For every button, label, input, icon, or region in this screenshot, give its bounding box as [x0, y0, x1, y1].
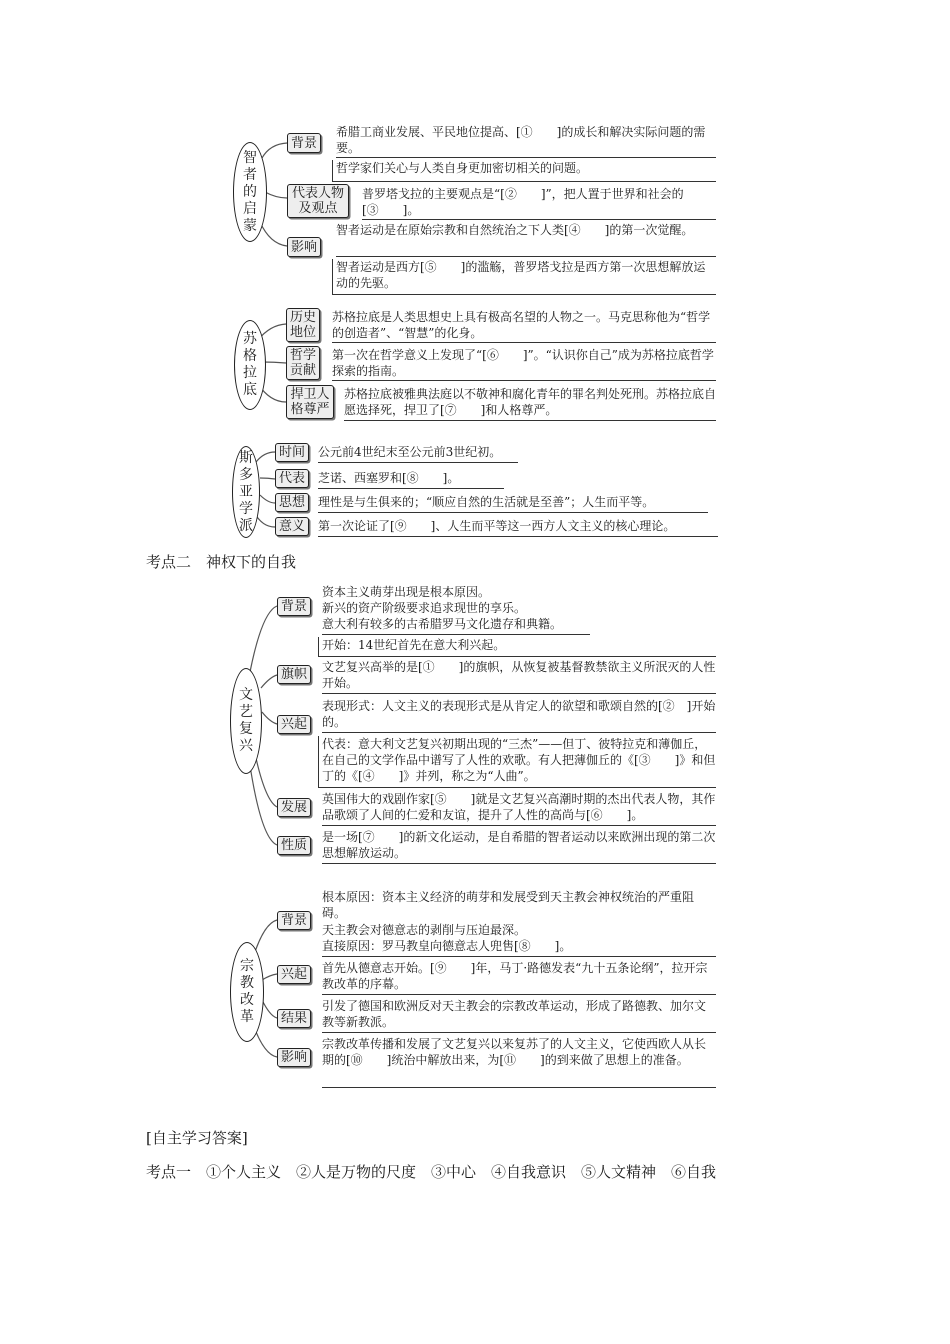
label-result: 结果 [277, 1009, 311, 1028]
stoic-meaning-1: 第一次论证了[⑨ ]、人生而平等这一西方人文主义的核心理论。 [318, 518, 718, 537]
label-background-zongjiao: 背景 [277, 911, 311, 930]
wenyi-background-3: 意大利有较多的古希腊罗马文化遗存和典籍。 [322, 616, 590, 635]
label-background-wenyi: 背景 [277, 597, 311, 616]
wenyi-background-4: 开始：14世纪首先在意大利兴起。 [318, 637, 716, 657]
label-representative: 代表人物及观点 [287, 184, 349, 218]
wenyi-rise-1: 表现形式：人文主义的表现形式是从肯定人的欲望和歌颂自然的[② ]开始的。 [322, 698, 716, 733]
wenyi-rise-2: 代表：意大利文艺复兴初期出现的“三杰”——但丁、彼特拉克和薄伽丘，在自己的文学作品中谱写了人性的欢歌。有人把薄伽丘的《[③ ]》和但丁的《[④ ]》并列，称之为“人曲”。 [318, 736, 716, 788]
stoic-representative-1: 芝诺、西塞罗和[⑧ ]。 [318, 470, 504, 489]
label-influence: 影响 [287, 237, 321, 257]
root-zongjiao: 宗教改革 [230, 942, 264, 1042]
label-philosophy-contribution: 哲学贡献 [286, 346, 320, 380]
stoic-thought-1: 理性是与生俱来的；“顺应自然的生活就是至善”；人生而平等。 [318, 494, 708, 513]
zhizhe-background-2: 哲学家们关心与人类自身更加密切相关的问题。 [332, 160, 716, 182]
zhizhe-influence-1: 智者运动是在原始宗教和自然统治之下人类[④ ]的第一次觉醒。 [336, 222, 716, 257]
zongjiao-rise-1: 首先从德意志开始。[⑨ ]年，马丁·路德发表“九十五条论纲”，拉开宗教改革的序幕。 [322, 960, 716, 995]
zhizhe-representative-1: 普罗塔戈拉的主要观点是“[② ]”，把人置于世界和社会的[③ ]。 [362, 186, 716, 220]
label-flag: 旗帜 [277, 665, 311, 684]
label-rise-zongjiao: 兴起 [277, 965, 311, 984]
zhizhe-influence-2: 智者运动是西方[⑤ ]的滥觞，普罗塔戈拉是西方第一次思想解放运动的先驱。 [332, 259, 716, 295]
label-time: 时间 [275, 443, 309, 462]
label-defend-dignity: 捍卫人格尊严 [286, 385, 334, 419]
root-stoic: 斯多亚学派 [232, 446, 260, 538]
wenyi-background-1: 资本主义萌芽出现是根本原因。 [322, 585, 491, 599]
zongjiao-background-2: 天主教会对德意志的剥削与压迫最深。 [322, 923, 527, 937]
zongjiao-result-1: 引发了德国和欧洲反对天主教会的宗教改革运动，形成了路德教、加尔文教等新教派。 [322, 998, 716, 1033]
sugeladi-defend-1: 苏格拉底被雅典法庭以不敬神和腐化青年的罪名判处死刑。苏格拉底自愿选择死，捍卫了[⑦ ]和人格尊严。 [344, 386, 716, 421]
root-wenyi: 文艺复兴 [230, 668, 262, 774]
root-sugeladi: 苏格拉底 [234, 320, 266, 410]
label-historical-status: 历史地位 [286, 308, 320, 342]
zongjiao-background-3: 直接原因：罗马教皇向德意志人兜售[⑧ ]。 [322, 938, 716, 957]
root-zhizhe: 智者的启蒙 [233, 142, 267, 242]
label-meaning: 意义 [275, 517, 309, 536]
stoic-time-1: 公元前4世纪末至公元前3世纪初。 [318, 444, 518, 463]
label-influence-zongjiao: 影响 [277, 1048, 311, 1067]
zhizhe-background-1: 希腊工商业发展、平民地位提高、[① ]的成长和解决实际问题的需要。 [336, 124, 716, 158]
label-thought: 思想 [275, 493, 309, 512]
wenyi-flag-1: 文艺复兴高举的是[① ]的旗帜，从恢复被基督教禁欲主义所泯灭的人性开始。 [322, 659, 716, 694]
section-heading-2: 考点二 神权下的自我 [146, 553, 297, 571]
sugeladi-historical-1: 苏格拉底是人类思想史上具有极高名望的人物之一。马克思称他为“哲学的创造者”、“智慧”的化身。 [332, 309, 716, 343]
label-development: 发展 [277, 798, 311, 817]
label-nature: 性质 [277, 836, 311, 855]
answers-heading: [自主学习答案] [146, 1129, 248, 1147]
answers-line: 考点一 ①个人主义 ②人是万物的尺度 ③中心 ④自我意识 ⑤人文精神 ⑥自我 [146, 1163, 717, 1181]
zongjiao-background-1: 根本原因：资本主义经济的萌芽和发展受到天主教会神权统治的严重阻碍。 [322, 890, 695, 920]
wenyi-nature-1: 是一场[⑦ ]的新文化运动，是自希腊的智者运动以来欧洲出现的第二次思想解放运动。 [322, 829, 716, 864]
sugeladi-philosophy-1: 第一次在哲学意义上发现了“[⑥ ]”。“认识你自己”成为苏格拉底哲学探索的指南。 [332, 347, 716, 381]
zongjiao-influence-1: 宗教改革传播和发展了文艺复兴以来复苏了的人文主义，它使西欧人从长期的[⑩ ]统治中解放出来，为[⑪ ]的到来做了思想上的准备。 [322, 1036, 716, 1088]
wenyi-development-1: 英国伟大的戏剧作家[⑤ ]就是文艺复兴高潮时期的杰出代表人物，其作品歌颂了人间的仁爱和友谊，提升了人性的高尚与[⑥ ]。 [322, 791, 716, 826]
label-representative-stoic: 代表 [275, 469, 309, 488]
wenyi-background-2: 新兴的资产阶级要求追求现世的享乐。 [322, 601, 527, 615]
label-background: 背景 [287, 133, 321, 153]
label-rise-wenyi: 兴起 [277, 715, 311, 734]
